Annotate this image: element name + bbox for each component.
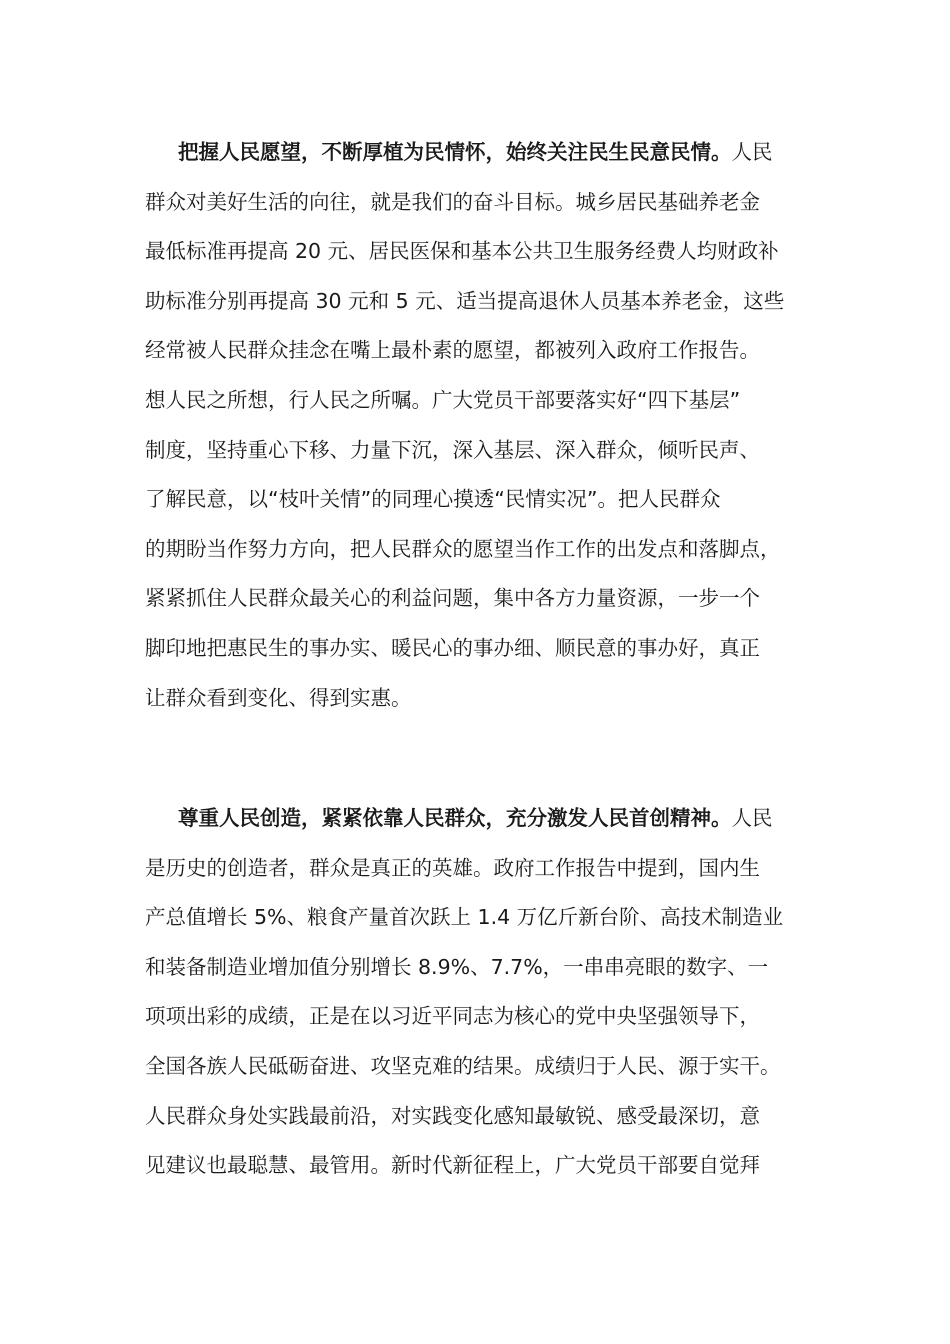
paragraph-line: 想人民之所想，行人民之所嘱。广大党员干部要落实好“四下基层” <box>145 387 741 412</box>
paragraph-line: 的期盼当作努力方向，把人民群众的愿望当作工作的出发点和落脚点， <box>145 536 781 561</box>
paragraph-line: 项项出彩的成绩，正是在以习近平同志为核心的党中央坚强领导下， <box>145 1004 760 1029</box>
paragraph-line: 助标准分别再提高 30 元和 5 元、适当提高退休人员基本养老金，这些 <box>145 288 785 313</box>
paragraph-people-aspirations <box>145 131 805 726</box>
paragraph-line: 群众对美好生活的向往，就是我们的奋斗目标。城乡居民基础养老金 <box>145 189 760 214</box>
paragraph-line: 和装备制造业增加值分别增长 8.9%、7.7%，一串串亮眼的数字、一 <box>145 954 769 979</box>
paragraph-people-creativity <box>145 797 805 1194</box>
paragraph-line: 全国各族人民砥砺奋进、攻坚克难的结果。成绩归于人民、源于实干。 <box>145 1053 781 1078</box>
paragraph-line: 紧紧抓住人民群众最关心的利益问题，集中各方力量资源，一步一个 <box>145 586 760 611</box>
paragraph-line: 脚印地把惠民生的事办实、暖民心的事办细、顺民意的事办好，真正 <box>145 635 760 660</box>
paragraph-text: 人民 <box>731 806 773 830</box>
paragraph-lead-sentence: 把握人民愿望，不断厚植为民情怀，始终关注民生民意民情。 <box>178 140 732 164</box>
paragraph-line: 了解民意，以“枝叶关情”的同理心摸透“民情实况”。把人民群众 <box>145 487 721 512</box>
paragraph-first-line <box>145 797 805 847</box>
paragraph-lead-sentence: 尊重人民创造，紧紧依靠人民群众，充分激发人民首创精神。 <box>178 806 732 830</box>
paragraph-text: 人民 <box>731 140 773 164</box>
paragraph-line: 产总值增长 5%、粮食产量首次跃上 1.4 万亿斤新台阶、高技术制造业 <box>145 905 784 930</box>
paragraph-line: 见建议也最聪慧、最管用。新时代新征程上，广大党员干部要自觉拜 <box>145 1153 760 1178</box>
paragraph-line: 让群众看到变化、得到实惠。 <box>145 685 412 710</box>
paragraph-line: 是历史的创造者，群众是真正的英雄。政府工作报告中提到，国内生 <box>145 855 760 880</box>
paragraph-line: 制度，坚持重心下移、力量下沉，深入基层、深入群众，倾听民声、 <box>145 437 760 462</box>
paragraph-line: 最低标准再提高 20 元、居民医保和基本公共卫生服务经费人均财政补 <box>145 239 779 264</box>
paragraph-line: 人民群众身处实践最前沿，对实践变化感知最敏锐、感受最深切，意 <box>145 1103 760 1128</box>
paragraph-first-line <box>145 131 805 181</box>
paragraph-line: 经常被人民群众挂念在嘴上最朴素的愿望，都被列入政府工作报告。 <box>145 338 760 363</box>
